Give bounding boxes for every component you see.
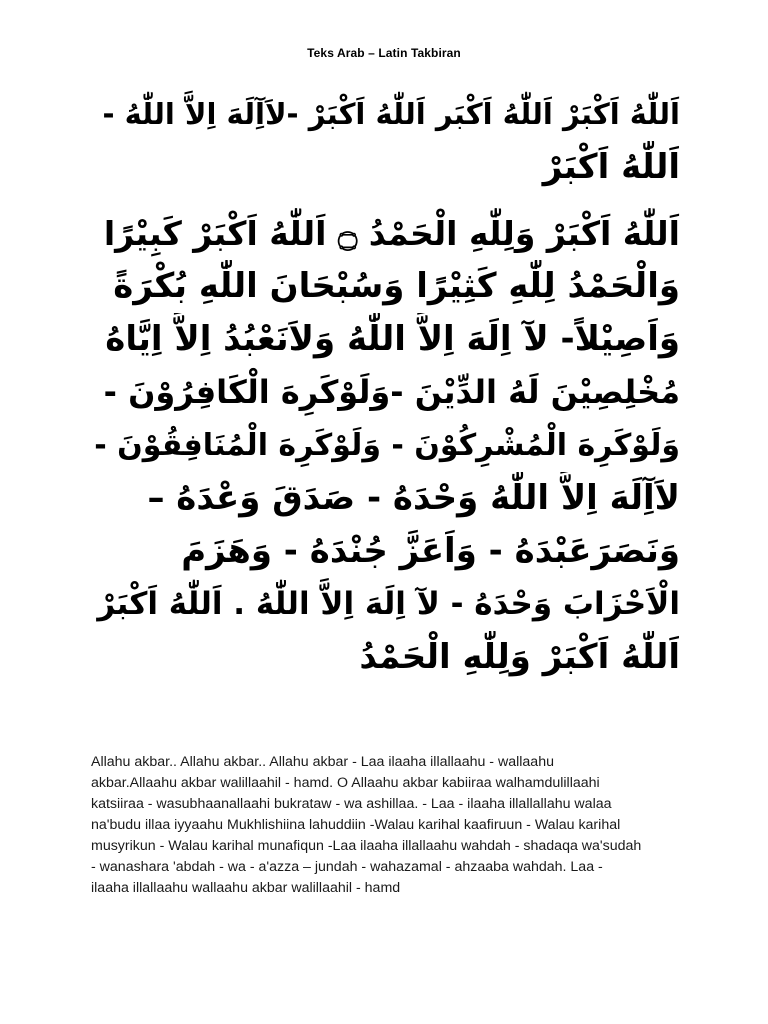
- arabic-line: اَللّٰهُ اَكْبَرْ اَللّٰهُ اَكْبَر اَللّٰهُ اَكْبَرْ -لاَآِلَهَ اِلاَّ اللّٰهُ -: [102, 97, 680, 131]
- latin-line: - wanashara 'abdah - wa - a'azza – jundah - wahazamal - ahzaaba wahdah. Laa -: [91, 859, 603, 875]
- latin-line: Allahu akbar.. Allahu akbar.. Allahu akbar - Laa ilaaha illallaahu - wallaahu: [91, 754, 554, 770]
- arabic-line: وَاَصِيْلاً- لآ اِلَهَ اِلاَّ اللّٰهُ وَلاَنَعْبُدُ اِلاَّ اِيَّاهُ: [105, 319, 680, 359]
- arabic-line: اَللّٰهُ اَكْبَرْ وَلِلّٰهِ الْحَمْدُ: [359, 637, 680, 677]
- arabic-line: مُخْلِصِيْنَ لَهُ الدِّيْنَ -وَلَوْكَرِهَ الْكَافِرُوْنَ -: [103, 373, 680, 411]
- latin-line: akbar.Allaahu akbar walillaahil - hamd. O Allaahu akbar kabiiraa walhamdulillaahi: [91, 775, 600, 791]
- arabic-line: الْاَحْزَابَ وَحْدَهُ - لآ اِلَهَ اِلاَّ اللّٰهُ . اَللّٰهُ اَكْبَرْ: [97, 586, 680, 622]
- latin-transliteration-block: [91, 752, 691, 899]
- arabic-line: اَللّٰهُ اَكْبَرْ: [542, 147, 680, 187]
- page-title: Teks Arab – Latin Takbiran: [307, 46, 461, 60]
- latin-line: katsiiraa - wasubhaanallaahi bukrataw - wa ashillaa. - Laa - ilaaha illallallahu walaa: [91, 796, 612, 812]
- arabic-text-block: [94, 88, 680, 684]
- arabic-line: وَلَوْكَرِهَ الْمُشْرِكُوْنَ - وَلَوْكَرِهَ الْمُنَافِقُوْنَ -: [94, 428, 680, 463]
- latin-line: ilaaha illallaahu wallaahu akbar walillaahil - hamd: [91, 880, 401, 896]
- latin-line: na'budu illaa iyyaahu Mukhlishiina lahuddiin -Walau karihal kaafiruun - Walau karihal: [91, 817, 621, 833]
- arabic-line: وَنَصَرَعَبْدَهُ - وَاَعَزَّ جُنْدَهُ - وَهَزَمَ: [181, 531, 680, 571]
- arabic-line: اَللّٰهُ اَكْبَرْ وَلِلّٰهِ الْحَمْدُ ۝ اَللّٰهُ اَكْبَرْ كَبِيْرًا: [103, 214, 680, 253]
- arabic-line: لاَآِلَهَ اِلاَّ اللّٰهُ وَحْدَهُ - صَدَقَ وَعْدَهُ –: [147, 478, 680, 518]
- arabic-line: وَالْحَمْدُ لِلّٰهِ كَثِيْرًا وَسُبْحَانَ اللّٰهِ بُكْرَةً: [113, 266, 680, 306]
- latin-line: musyrikun - Walau karihal munafiqun -Laa ilaaha illallaahu wahdah - shadaqa wa'sudah: [91, 838, 642, 854]
